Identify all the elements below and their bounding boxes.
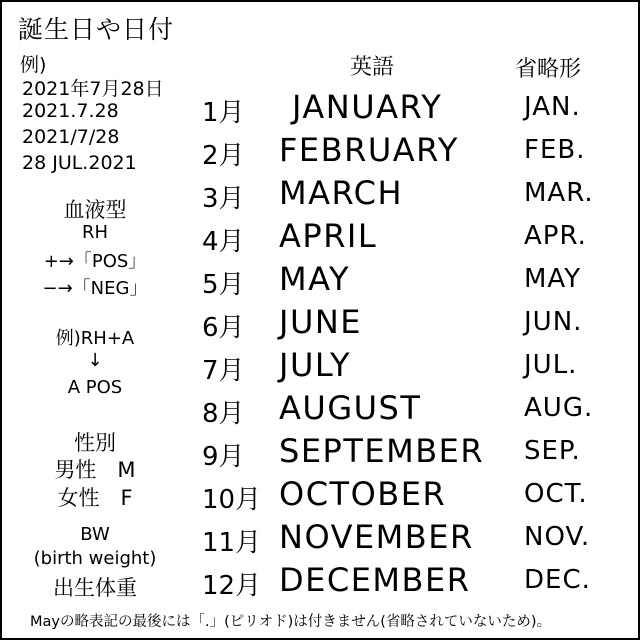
month-english: NOVEMBER: [279, 518, 474, 556]
abbreviation-column-header: 省略形: [515, 57, 582, 82]
month-abbreviation: JAN.: [524, 92, 581, 122]
month-abbreviation: AUG.: [524, 393, 594, 423]
month-abbreviation: JUN.: [524, 307, 583, 337]
birth-weight-code: BW: [80, 524, 110, 545]
month-english: JULY: [279, 346, 351, 384]
month-abbreviation: DEC.: [524, 565, 591, 595]
month-abbreviation: MAY: [524, 264, 582, 294]
month-english: OCTOBER: [279, 475, 447, 513]
date-example-en: 28 JUL.2021: [22, 152, 137, 174]
month-abbreviation: SEP.: [524, 436, 581, 466]
month-number: 6月: [202, 313, 245, 343]
english-column-header: 英語: [350, 55, 395, 80]
birth-weight-japanese: 出生体重: [53, 576, 137, 600]
month-number: 5月: [202, 270, 245, 300]
blood-type-heading: 血液型: [63, 198, 127, 222]
blood-example: 例)RH+A: [55, 328, 135, 349]
month-number: 10月: [202, 485, 262, 515]
month-abbreviation: JUL.: [524, 350, 578, 380]
month-abbreviation: APR.: [524, 221, 587, 251]
month-abbreviation: MAR.: [524, 178, 594, 208]
gender-female: 女性 F: [57, 486, 133, 510]
month-number: 3月: [202, 184, 245, 214]
date-example-label: 例): [20, 54, 47, 76]
date-example-jp: 2021年7月28日: [22, 78, 164, 100]
month-english: SEPTEMBER: [279, 432, 485, 470]
month-number: 2月: [202, 141, 245, 171]
month-english: JANUARY: [292, 88, 443, 126]
blood-rh-label: RH: [81, 222, 109, 243]
month-number: 1月: [202, 98, 245, 128]
blood-example-result: A POS: [67, 377, 123, 398]
month-english: MAY: [279, 260, 351, 298]
birth-weight-english: (birth weight): [33, 548, 157, 569]
date-example-dots: 2021.7.28: [22, 100, 119, 122]
month-english: MARCH: [279, 174, 404, 212]
month-number: 11月: [202, 528, 262, 558]
month-english: DECEMBER: [279, 561, 471, 599]
month-english: APRIL: [279, 217, 378, 255]
month-abbreviation: FEB.: [524, 135, 586, 165]
footnote: Mayの略表記の最後には「.」(ピリオド)は付きません(省略されていないため)。: [30, 614, 552, 630]
month-number: 4月: [202, 227, 245, 257]
down-arrow-icon: ↓: [87, 350, 103, 371]
month-english: FEBRUARY: [279, 131, 459, 169]
page-title: 誕生日や日付: [18, 15, 175, 44]
gender-heading: 性別: [74, 431, 116, 455]
month-english: JUNE: [279, 303, 363, 341]
date-example-slashes: 2021/7/28: [22, 126, 120, 148]
gender-male: 男性 M: [54, 458, 136, 482]
blood-rh-negative: −→「NEG」: [42, 278, 148, 299]
month-number: 7月: [202, 356, 245, 386]
month-abbreviation: NOV.: [524, 522, 591, 552]
month-abbreviation: OCT.: [524, 479, 588, 509]
blood-rh-positive: +→「POS」: [43, 251, 147, 272]
month-english: AUGUST: [279, 389, 422, 427]
month-number: 12月: [202, 571, 262, 601]
month-number: 9月: [202, 442, 245, 472]
month-number: 8月: [202, 399, 245, 429]
